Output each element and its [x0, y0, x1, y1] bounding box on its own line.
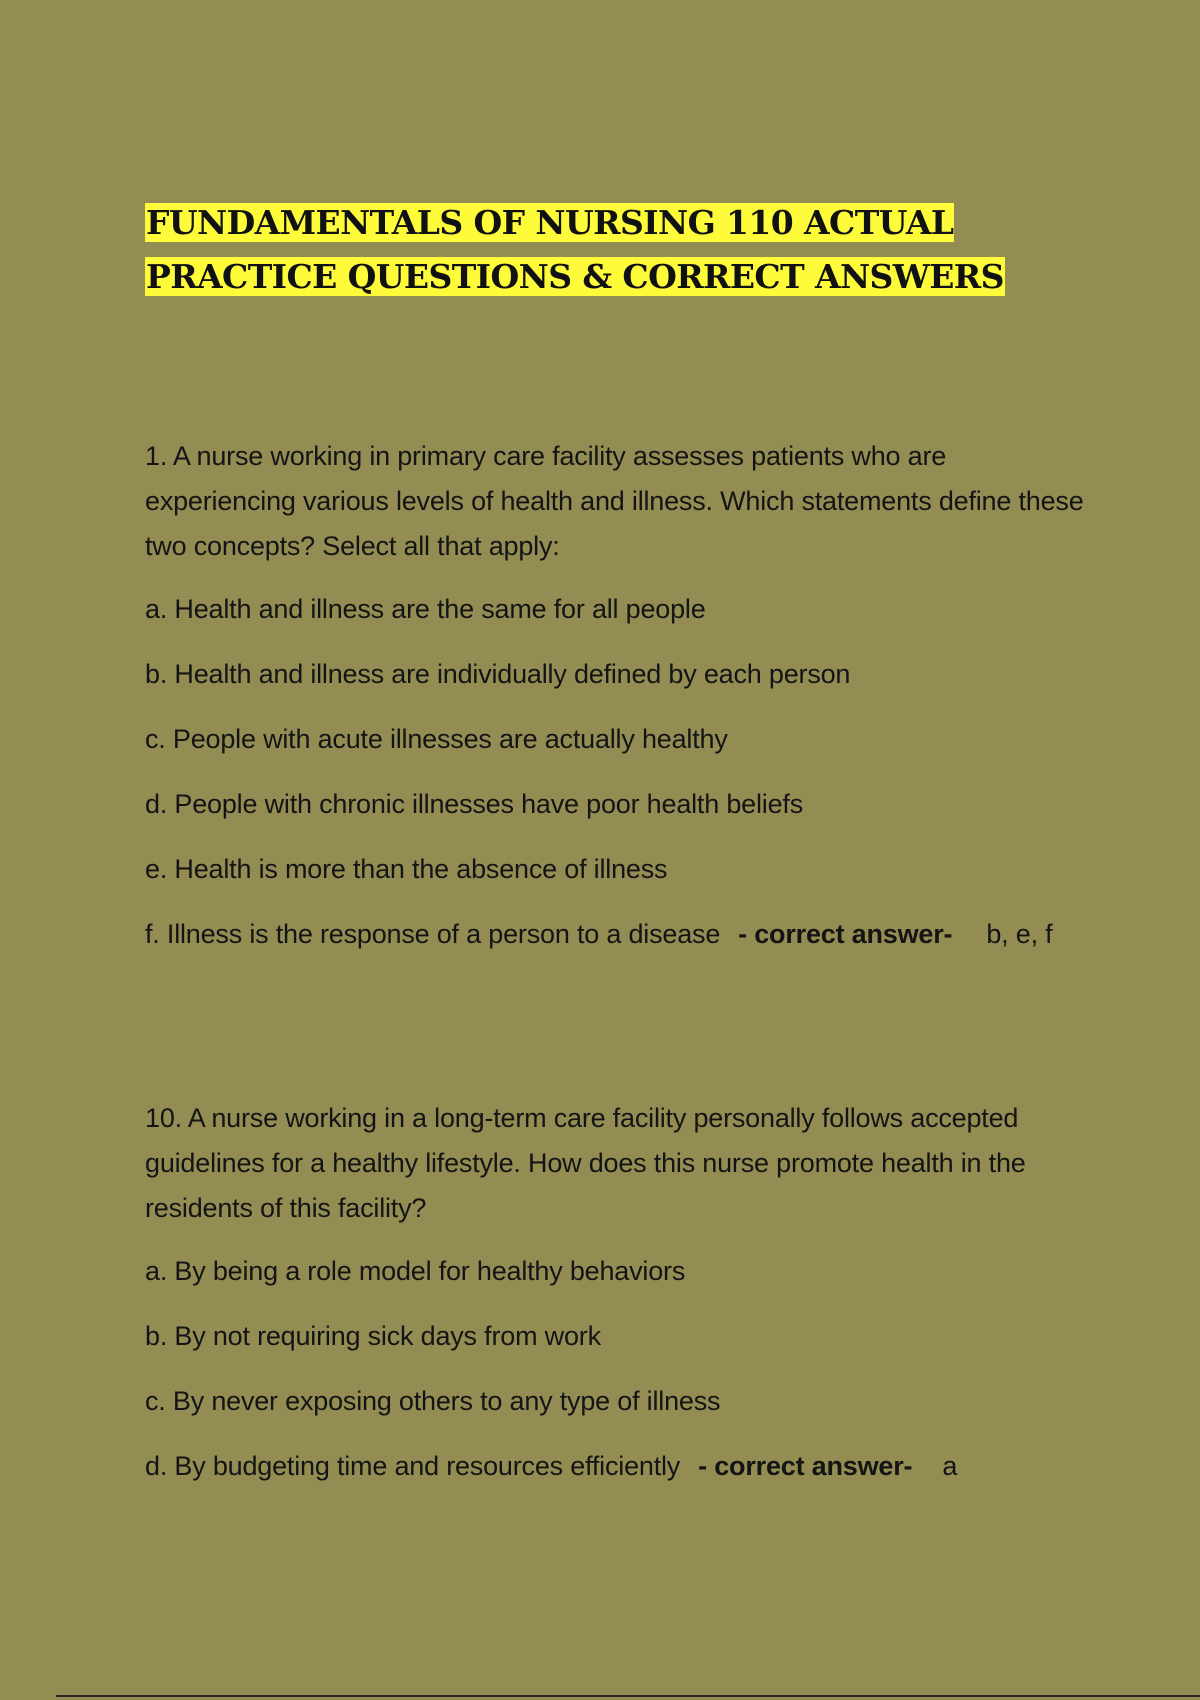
document-title [145, 196, 1005, 304]
option-f-text: f. Illness is the response of a person to a disease [145, 919, 721, 949]
correct-answer-value: a [942, 1451, 958, 1481]
correct-answer-label: - correct answer- [698, 1451, 913, 1481]
title-line-2: PRACTICE QUESTIONS & CORRECT ANSWERS [146, 257, 1004, 296]
page-bottom-rule [56, 1695, 1200, 1697]
option-d [145, 1444, 1100, 1489]
question-10 [145, 1096, 1100, 1489]
option-e: e. Health is more than the absence of illness [145, 854, 668, 884]
answer-options [145, 1249, 1100, 1489]
option-a: a. Health and illness are the same for all people [145, 594, 706, 624]
option-b: b. By not requiring sick days from work [145, 1321, 601, 1351]
option-b: b. Health and illness are individually defined by each person [145, 659, 851, 689]
answer-options [145, 587, 1100, 957]
option-c: c. By never exposing others to any type of illness [145, 1386, 721, 1416]
title-line-1: FUNDAMENTALS OF NURSING 110 ACTUAL [146, 203, 954, 242]
question-1 [145, 434, 1100, 957]
correct-answer-label: - correct answer- [738, 919, 953, 949]
option-d-text: d. By budgeting time and resources efficiently [145, 1451, 681, 1481]
option-f [145, 912, 1100, 957]
option-a: a. By being a role model for healthy behaviors [145, 1256, 686, 1286]
option-c: c. People with acute illnesses are actually healthy [145, 724, 728, 754]
document-page [145, 0, 1105, 1700]
question-stem: 10. A nurse working in a long-term care facility personally follows accepted guidelines for a healthy lifestyle. How does this nurse promote health in the residents of this facility? [145, 1103, 1026, 1223]
option-d: d. People with chronic illnesses have poor health beliefs [145, 789, 803, 819]
question-stem: 1. A nurse working in primary care facility assesses patients who are experiencing various levels of health and illness. Which statements define these two concepts? Select all that apply: [145, 441, 1084, 561]
correct-answer-value: b, e, f [986, 919, 1053, 949]
